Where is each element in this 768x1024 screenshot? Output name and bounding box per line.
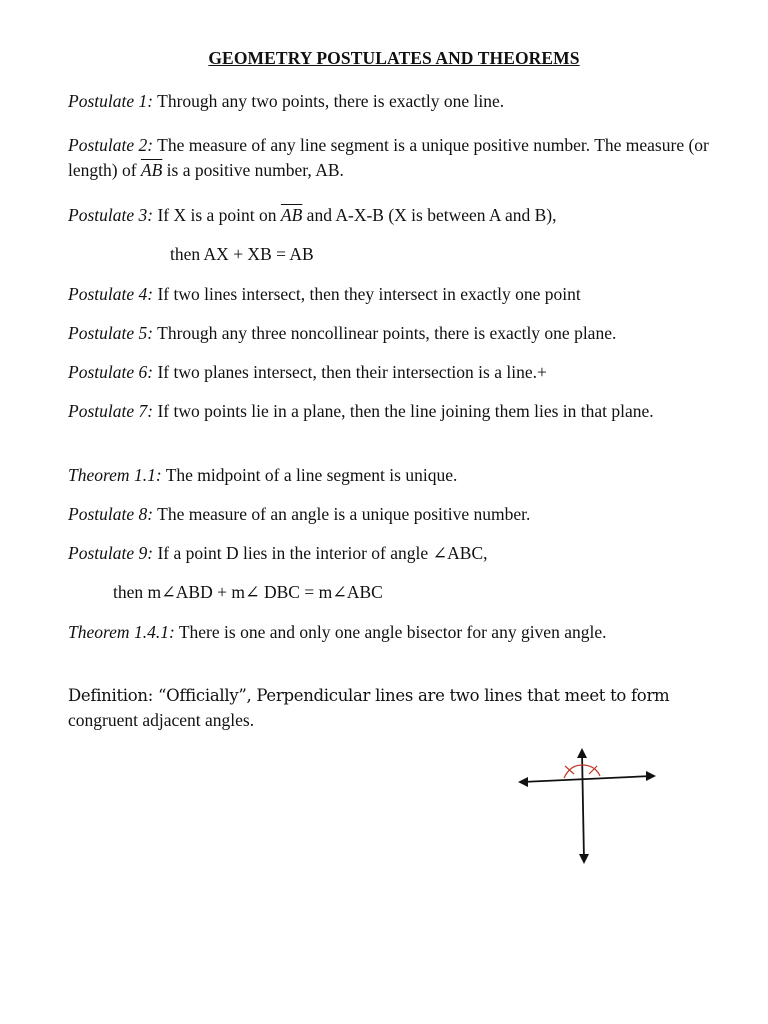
- segment-ab: $\overline{AB}$: [280, 205, 303, 225]
- postulate-3: [68, 203, 718, 228]
- postulate-9-conclusion: then m∠ABD + m∠ DBC = m∠ABC: [113, 582, 383, 602]
- item-text: If two planes intersect, then their intersection is a line.+: [157, 362, 547, 382]
- segment-ab: $\overline{AB}$: [140, 160, 163, 180]
- perpendicular-lines-diagram: [512, 748, 662, 868]
- item-text: If two points lie in a plane, then the line joining them lies in that plane.: [157, 401, 654, 421]
- postulate-4: [68, 282, 718, 307]
- postulate-8: [68, 502, 718, 527]
- theorem-1-1: [68, 463, 718, 488]
- item-label: Postulate 9:: [68, 543, 154, 563]
- page-title: GEOMETRY POSTULATES AND THEOREMS: [208, 48, 580, 68]
- postulate-2: [68, 133, 713, 183]
- item-label: Postulate 6:: [68, 362, 154, 382]
- item-text: The measure of an angle is a unique positive number.: [157, 504, 531, 524]
- item-label: Postulate 3:: [68, 205, 154, 225]
- item-text-end: and A-X-B (X is between A and B),: [306, 205, 557, 225]
- item-label: Postulate 8:: [68, 504, 154, 524]
- item-text: There is one and only one angle bisector for any given angle.: [178, 622, 607, 642]
- item-text: Through any two points, there is exactly one line.: [157, 91, 505, 111]
- theorem-1-4-1: [68, 620, 728, 645]
- item-label: Postulate 2:: [68, 135, 154, 155]
- item-label: Postulate 4:: [68, 284, 154, 304]
- item-text: If two lines intersect, then they intersect in exactly one point: [157, 284, 581, 304]
- definition-line-1: Definition: “Officially”, Perpendicular lines are two lines that meet to form: [68, 686, 670, 705]
- definition-line-2: congruent adjacent angles.: [68, 710, 255, 730]
- postulate-3-conclusion: then AX + XB = AB: [170, 244, 314, 264]
- item-label: Postulate 1:: [68, 91, 154, 111]
- item-text: If X is a point on: [157, 205, 277, 225]
- item-text: The midpoint of a line segment is unique.: [165, 465, 458, 485]
- horizontal-line: [518, 771, 656, 787]
- item-label: Postulate 5:: [68, 323, 154, 343]
- item-text: The measure of any line segment is a unique positive number. The measure (or length) of: [68, 135, 709, 180]
- definition: [68, 683, 728, 733]
- postulate-9: [68, 541, 718, 566]
- item-label: Theorem 1.1:: [68, 465, 162, 485]
- item-text: Through any three noncollinear points, there is exactly one plane.: [157, 323, 617, 343]
- item-label: Postulate 7:: [68, 401, 154, 421]
- postulate-5: [68, 321, 728, 346]
- item-label: Theorem 1.4.1:: [68, 622, 175, 642]
- item-text-end: is a positive number, AB.: [166, 160, 344, 180]
- postulate-6: [68, 360, 718, 385]
- postulate-1: [68, 89, 718, 114]
- item-text: If a point D lies in the interior of angle ∠ABC,: [157, 543, 488, 563]
- postulate-7: [68, 399, 698, 424]
